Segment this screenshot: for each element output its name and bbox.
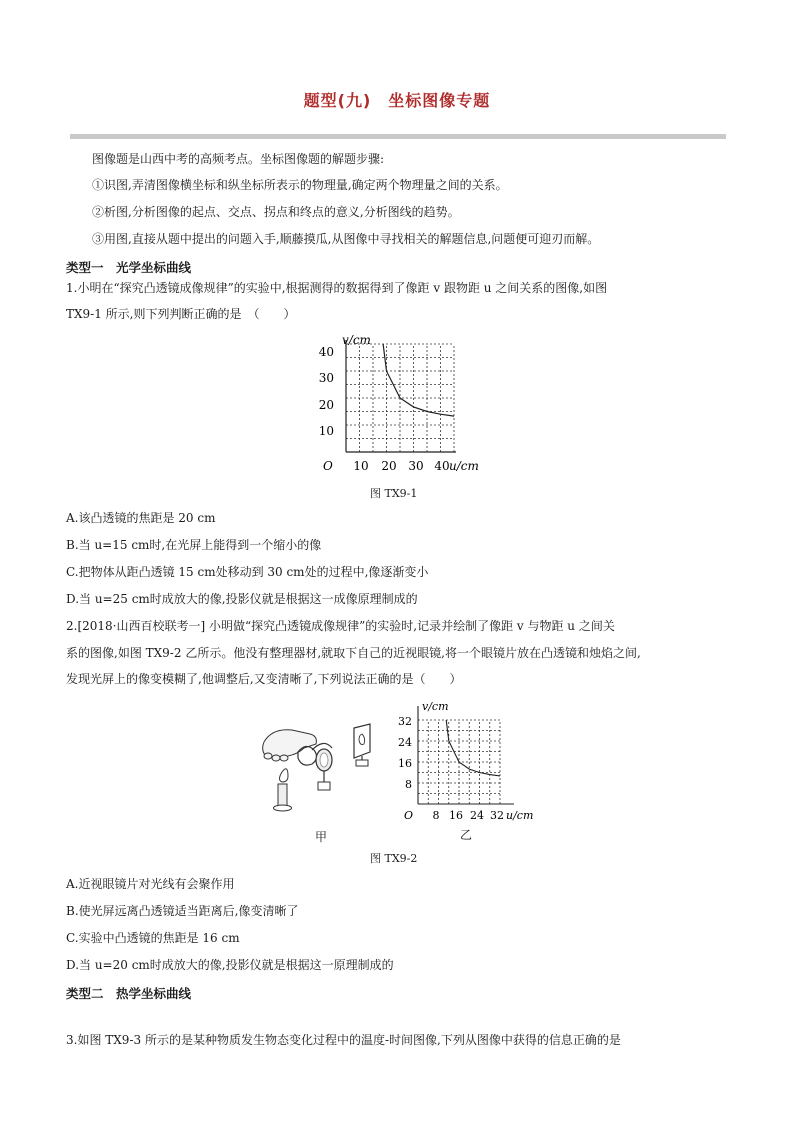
- q1-stem-line-2: TX9-1 所示,则下列判断正确的是 （ ）: [66, 307, 296, 321]
- q2-stem-line-1: 2.[2018·山西百校联考一] 小明做“探究凸透镜成像规律”的实验时,记录并绘制了像距 v 与物距 u 之间关: [66, 619, 615, 633]
- convex-lens-icon: [316, 749, 332, 790]
- intro-step-3: ③用图,直接从题中提出的问题入手,顺藤摸瓜,从图像中寻找相关的解题信息,问题便可迎刃而解。: [92, 232, 600, 246]
- x-tick-label: 24: [470, 809, 484, 822]
- candle-flame-icon: [274, 769, 292, 811]
- curve-v-u: [383, 344, 454, 416]
- x-tick-label: 30: [408, 459, 424, 473]
- figure-caption-tx9-1: 图 TX9-1: [370, 487, 418, 500]
- figure-label-jia: 甲: [315, 830, 328, 844]
- x-tick-label: 16: [449, 809, 463, 822]
- q1-option-b: B.当 u=15 cm时,在光屏上能得到一个缩小的像: [66, 538, 322, 552]
- intro-step-2: ②析图,分析图像的起点、交点、拐点和终点的意义,分析图线的趋势。: [92, 205, 460, 219]
- figure-label-yi: 乙: [460, 828, 473, 842]
- page-title: 题型(九) 坐标图像专题: [303, 91, 491, 110]
- y-tick-label: 20: [318, 398, 334, 412]
- section-heading-thermal: 类型二 热学坐标曲线: [66, 986, 192, 1001]
- origin-label: O: [323, 459, 333, 473]
- y-tick-label: 40: [318, 345, 334, 359]
- q2-option-d: D.当 u=20 cm时成放大的像,投影仪就是根据这一原理制成的: [66, 958, 394, 972]
- x-tick-label: 10: [353, 459, 369, 473]
- intro-line: 图像题是山西中考的高频考点。坐标图像题的解题步骤:: [92, 152, 385, 166]
- hand-icon: [263, 730, 317, 761]
- chart-tx9-1: [306, 330, 496, 480]
- apparatus-illustration: [258, 720, 388, 825]
- q1-stem-line-1: 1.小明在“探究凸透镜成像规律”的实验中,根据测得的数据得到了像距 v 跟物距 u 之间关系的图像,如图: [66, 281, 608, 295]
- section-heading-optics: 类型一 光学坐标曲线: [66, 260, 192, 275]
- q2-stem-line-2: 系的图像,如图 TX9-2 乙所示。他没有整理器材,就取下自己的近视眼镜,将一个眼镜片放在凸透镜和烛焰之间,: [66, 646, 641, 660]
- x-tick-label: 40: [434, 459, 450, 473]
- y-axis-label: v/cm: [422, 700, 449, 713]
- y-axis-label: v/cm: [342, 333, 371, 347]
- q3-stem-line-1: 3.如图 TX9-3 所示的是某种物质发生物态变化过程中的温度-时间图像,下列从图像中获得的信息正确的是: [66, 1033, 621, 1047]
- y-tick-label: 10: [318, 424, 334, 438]
- q2-option-a: A.近视眼镜片对光线有会聚作用: [66, 877, 235, 891]
- chart-tx9-2: [394, 700, 544, 828]
- y-tick-label: 16: [398, 757, 412, 770]
- x-axis-label: u/cm: [506, 809, 534, 822]
- q2-option-b: B.使光屏远离凸透镜适当距离后,像变清晰了: [66, 904, 299, 918]
- q2-stem-line-3: 发现光屏上的像变模糊了,他调整后,又变清晰了,下列说法正确的是（ ）: [66, 672, 462, 686]
- origin-label: O: [404, 809, 414, 822]
- x-axis-label: u/cm: [449, 459, 479, 473]
- x-tick-label: 8: [432, 809, 440, 822]
- q2-option-c: C.实验中凸透镜的焦距是 16 cm: [66, 931, 240, 945]
- figure-caption-tx9-2: 图 TX9-2: [370, 852, 418, 865]
- light-screen-icon: [354, 724, 370, 766]
- y-tick-label: 30: [318, 371, 334, 385]
- q1-option-d: D.当 u=25 cm时成放大的像,投影仪就是根据这一成像原理制成的: [66, 592, 418, 606]
- q1-option-a: A.该凸透镜的焦距是 20 cm: [66, 511, 216, 525]
- y-tick-label: 8: [405, 778, 412, 791]
- curve-v-u: [446, 720, 500, 776]
- intro-step-1: ①识图,弄清图像横坐标和纵坐标所表示的物理量,确定两个物理量之间的关系。: [92, 178, 508, 192]
- x-tick-label: 32: [490, 809, 504, 822]
- y-tick-label: 24: [398, 736, 412, 749]
- y-tick-label: 32: [398, 715, 412, 728]
- q1-option-c: C.把物体从距凸透镜 15 cm处移动到 30 cm处的过程中,像逐渐变小: [66, 565, 429, 579]
- title-divider: [70, 134, 726, 139]
- x-tick-label: 20: [381, 459, 397, 473]
